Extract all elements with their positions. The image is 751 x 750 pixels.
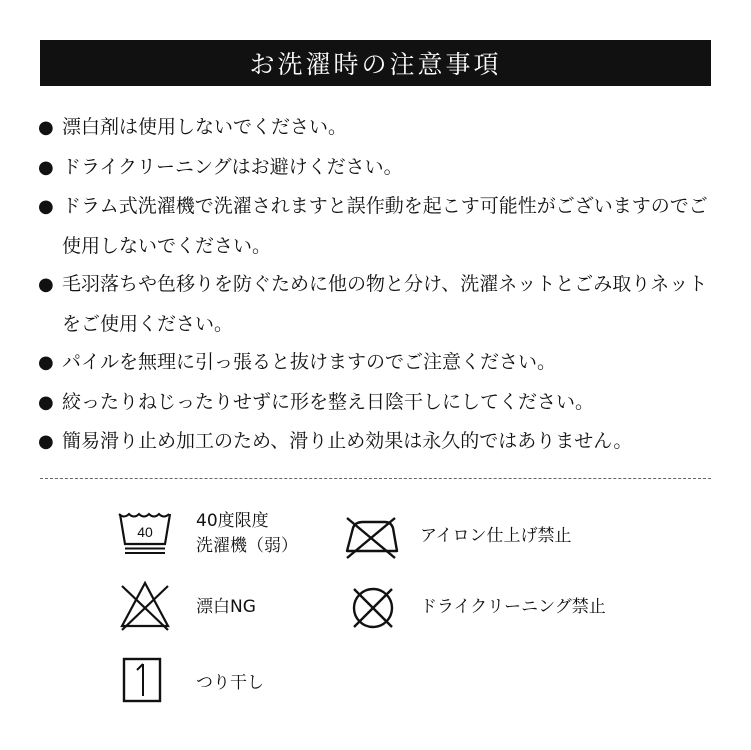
bullet: ● xyxy=(38,274,54,295)
caution-text: 漂白剤は使用しないでください。 xyxy=(62,116,348,138)
caution-item xyxy=(38,383,718,423)
caution-text: 絞ったりねじったりせずに形を整え日陰干しにしてください。 xyxy=(62,390,595,413)
caution-item xyxy=(38,148,718,188)
wash-label xyxy=(196,509,298,559)
caution-item xyxy=(38,422,718,462)
no-dry-clean-icon xyxy=(349,584,397,632)
caution-text: 簡易滑り止め加工のため、滑り止め効果は永久的ではありません。 xyxy=(62,430,633,452)
no-bleach-label: 漂白NG xyxy=(196,597,256,617)
page-title: お洗濯時の注意事項 xyxy=(249,50,502,79)
bullet: ● xyxy=(38,391,54,413)
line-dry-icon xyxy=(121,656,167,706)
wash-label-line2: 洗濯機（弱） xyxy=(196,536,298,556)
wash-tub-40-icon xyxy=(116,510,174,556)
caution-text: 毛羽落ちや色移りを防ぐために他の物と分け、洗濯ネットとごみ取りネットをご使用ください。 xyxy=(62,273,708,335)
bullet: ● xyxy=(38,196,54,217)
bullet: ● xyxy=(38,431,54,452)
dashed-divider xyxy=(40,478,711,479)
wash-temperature: 40 xyxy=(137,524,153,540)
title-bar xyxy=(40,40,711,86)
caution-list xyxy=(38,108,718,462)
caution-text: ドラム式洗濯機で洗濯されますと誤作動を起こす可能性がございますのでご使用しないでください。 xyxy=(62,195,708,257)
no-iron-icon xyxy=(343,514,399,560)
caution-text: ドライクリーニングはお避けください。 xyxy=(62,155,403,178)
caution-item xyxy=(38,265,718,343)
no-dry-clean-label: ドライクリーニング禁止 xyxy=(420,597,606,617)
bullet: ● xyxy=(38,156,54,178)
caution-item xyxy=(38,108,718,148)
wash-label-line1: 40度限度 xyxy=(196,511,269,531)
line-dry-label: つり干し xyxy=(196,673,264,693)
caution-item xyxy=(38,343,718,383)
caution-text: パイルを無理に引っ張ると抜けますのでご注意ください。 xyxy=(62,351,557,373)
bullet: ● xyxy=(38,117,54,138)
caution-item xyxy=(38,187,718,265)
no-iron-label: アイロン仕上げ禁止 xyxy=(420,526,572,546)
bullet: ● xyxy=(38,352,54,373)
no-bleach-icon xyxy=(118,580,172,632)
